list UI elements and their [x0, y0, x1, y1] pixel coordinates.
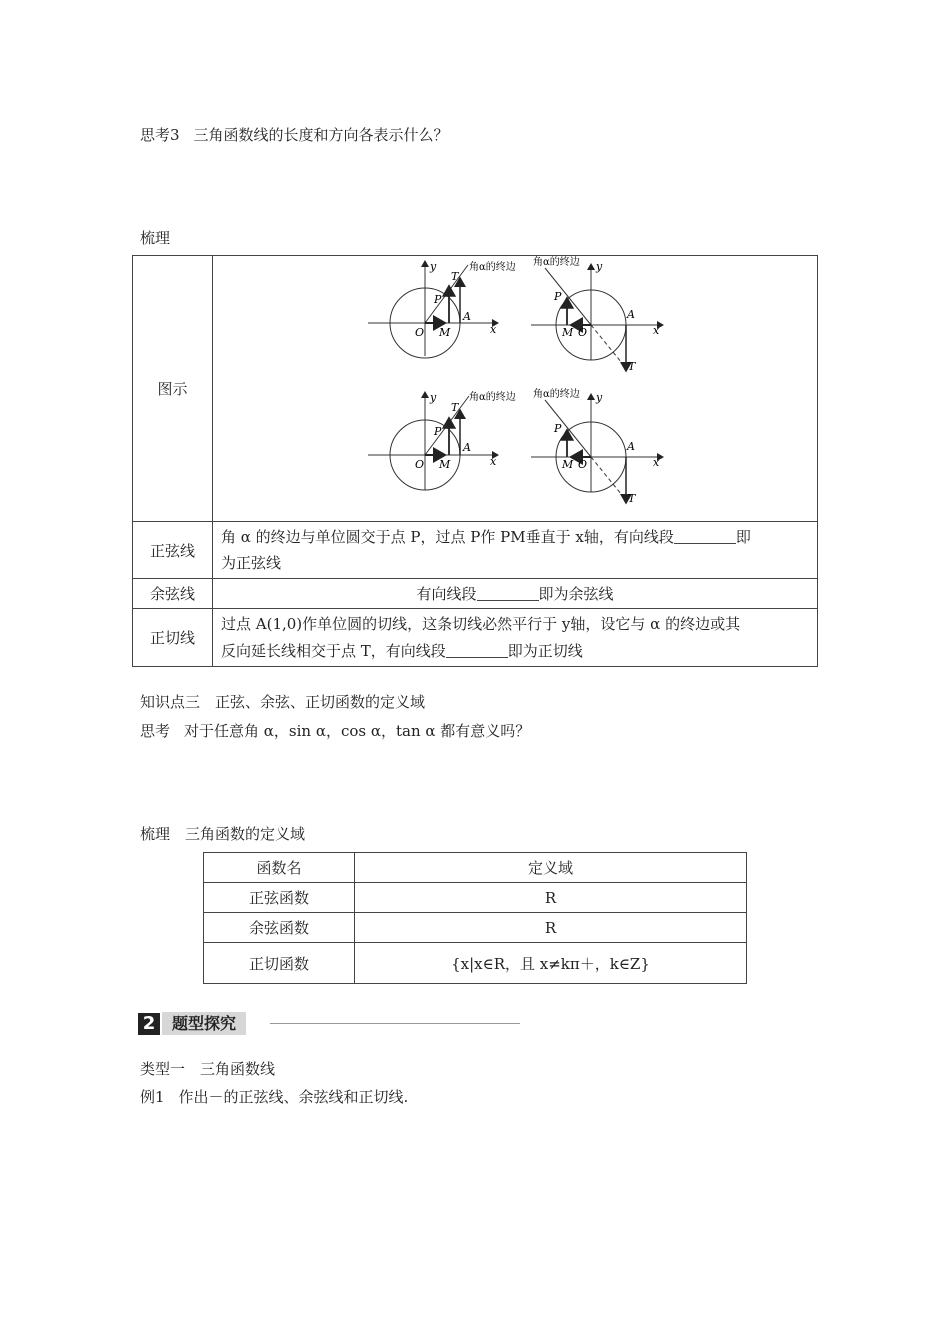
tangent-label-cell: [133, 609, 213, 667]
fig3-terminal-label: 角α的终边: [469, 392, 516, 403]
header-function: 函数名: [204, 853, 355, 883]
sine-label-cell: [133, 522, 213, 579]
domain-table-header: [204, 853, 747, 883]
trig-line-table: [132, 255, 818, 667]
fig3-m-label: M: [439, 458, 451, 471]
sine-text-1: 角 α 的终边与单位圆交于点 P，过点 P作 PM垂直于 x轴，有向线段: [221, 528, 674, 546]
table-row: [204, 883, 747, 913]
example1-label: 例1: [140, 1088, 165, 1106]
diagram-label: 图示: [157, 380, 188, 398]
fig2-t-label: T: [628, 360, 636, 373]
cosine-blank: [477, 585, 539, 601]
fig2-x-label: x: [653, 324, 660, 337]
knowledge-point-3: 知识点三 正弦、余弦、正切函数的定义域: [140, 693, 426, 711]
fig1-t-label: T: [451, 270, 459, 283]
fig2-o-label: O: [578, 326, 588, 339]
figure-quadrant-4: [531, 387, 663, 505]
think3-label: 思考3: [140, 126, 180, 144]
fig3-x-label: x: [490, 455, 497, 468]
tangent-desc-cell: [213, 609, 818, 667]
type1-heading: 类型一 三角函数线: [140, 1060, 276, 1078]
domain-table: [203, 852, 747, 984]
cosine-text-b: 即为余弦线: [538, 585, 614, 603]
row-tangent-name: 正切函数: [204, 943, 355, 984]
fig2-terminal-label: 角α的终边: [533, 257, 580, 268]
think3-text: 三角函数线的长度和方向各表示什么？: [193, 126, 449, 144]
diagram-cell: [213, 256, 818, 522]
figure-quadrant-2: [531, 256, 663, 373]
cosine-label-cell: [133, 579, 213, 609]
row-tangent-domain: {x|x∈R，且 x≠kπ＋，k∈Z}: [355, 943, 747, 984]
fig4-m-label: M: [562, 458, 574, 471]
fig2-p-label: P: [554, 290, 562, 303]
section-rule: [270, 1023, 520, 1024]
fig1-x-label: x: [490, 323, 497, 336]
sine-text-2: 为正弦线: [221, 554, 282, 572]
tangent-label: 正切线: [149, 629, 195, 647]
section-header: [138, 1012, 246, 1035]
sine-label: 正弦线: [149, 541, 195, 560]
fig2-y-label: y: [596, 260, 603, 273]
fig3-a-label: A: [463, 441, 471, 454]
fig4-t-label: T: [628, 492, 636, 505]
sine-text-1b: 即: [735, 528, 751, 546]
fig3-p-label: P: [434, 425, 442, 438]
fig1-a-label: A: [463, 310, 471, 323]
example1-line: [140, 1086, 408, 1107]
table-row: [204, 913, 747, 943]
header-domain: 定义域: [355, 853, 747, 883]
fig4-y-label: y: [596, 391, 603, 404]
fig2-a-label: A: [627, 308, 635, 321]
fig4-terminal-label: 角α的终边: [533, 389, 580, 400]
cosine-desc-cell: [213, 579, 818, 609]
diagram-label-cell: [133, 256, 213, 522]
figure-quadrant-3: [368, 390, 516, 490]
unit-circle-figures: [213, 256, 817, 521]
comb2-heading: 梳理 三角函数的定义域: [140, 825, 306, 843]
table-row: [204, 943, 747, 984]
cosine-text-a: 有向线段: [416, 585, 477, 603]
comb1-heading: 梳理: [140, 229, 171, 247]
tangent-text-1: 过点 A(1,0)作单位圆的切线，这条切线必然平行于 y轴，设它与 α 的终边或其: [221, 614, 741, 633]
fig3-t-label: T: [451, 401, 459, 414]
section-title: 题型探究: [162, 1012, 246, 1035]
tangent-text-2a: 反向延长线相交于点 T，有向线段: [221, 641, 446, 660]
fig4-a-label: A: [627, 440, 635, 453]
fig4-x-label: x: [653, 456, 660, 469]
fig3-o-label: O: [415, 458, 425, 471]
row-cosine-name: 余弦函数: [204, 913, 355, 943]
figure-quadrant-1: [368, 260, 516, 358]
fig4-p-label: P: [554, 422, 562, 435]
think-line: [140, 720, 530, 741]
section-number: 2: [138, 1013, 160, 1035]
tangent-text-2b: 即为正切线: [507, 641, 583, 660]
example1-text: 作出－的正弦线、余弦线和正切线.: [178, 1088, 409, 1106]
fig1-y-label: y: [430, 260, 437, 273]
think-text: 对于任意角 α，sin α，cos α，tan α 都有意义吗？: [184, 722, 531, 740]
fig1-o-label: O: [415, 326, 425, 339]
tangent-blank: [446, 642, 508, 658]
row-sine-name: 正弦函数: [204, 883, 355, 913]
fig2-m-label: M: [562, 326, 574, 339]
fig1-m-label: M: [439, 326, 451, 339]
fig1-p-label: P: [434, 293, 442, 306]
think3-line: [140, 124, 449, 145]
fig3-y-label: y: [430, 391, 437, 404]
row-sine-domain: R: [355, 883, 747, 913]
row-cosine-domain: R: [355, 913, 747, 943]
fig4-o-label: O: [578, 458, 588, 471]
fig1-terminal-label: 角α的终边: [469, 262, 516, 273]
sine-blank: [674, 528, 736, 544]
sine-desc-cell: [213, 522, 818, 579]
think-label: 思考: [140, 722, 171, 740]
cosine-label: 余弦线: [149, 585, 195, 603]
